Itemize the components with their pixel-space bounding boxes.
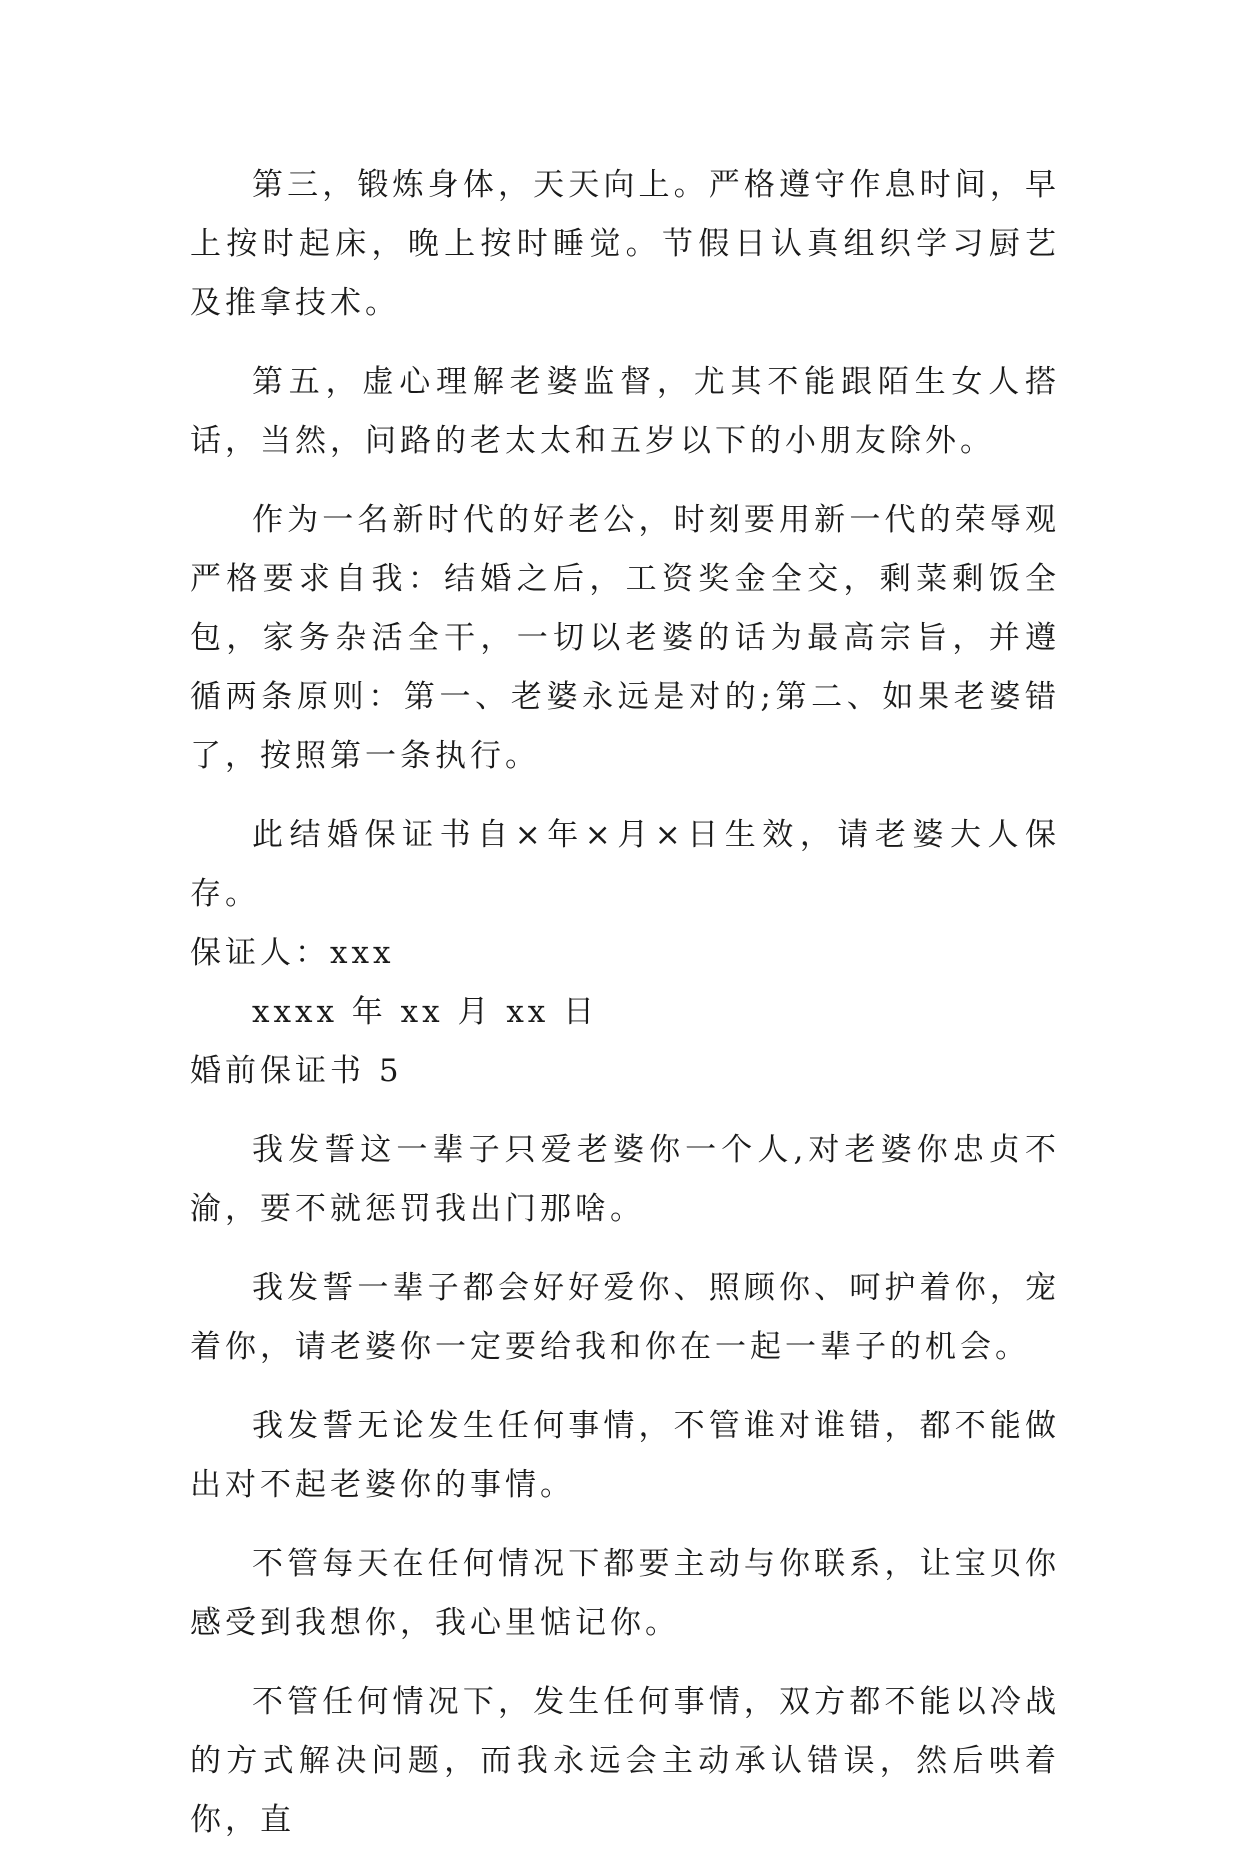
paragraph-good-husband: 作为一名新时代的好老公，时刻要用新一代的荣辱观严格要求自我：结婚之后，工资奖金全交，剩菜剩饭全包，家务杂活全干，一切以老婆的话为最高宗旨，并遵循两条原则：第一、老婆永远是对的;第二、如果老婆错了，按照第一条执行。 (190, 502, 1060, 774)
paragraph-daily-contact: 不管每天在任何情况下都要主动与你联系，让宝贝你感受到我想你，我心里惦记你。 (190, 1546, 1060, 1641)
document-body (190, 156, 1060, 1850)
paragraph-effective-date: 此结婚保证书自×年×月×日生效，请老婆大人保存。 (190, 817, 1060, 912)
paragraph-fifth-rule: 第五，虚心理解老婆监督，尤其不能跟陌生女人搭话，当然，问路的老太太和五岁以下的小朋友除外。 (190, 364, 1060, 459)
section-heading: 婚前保证书 5 (190, 1053, 403, 1089)
paragraph-no-cold-war: 不管任何情况下，发生任何事情，双方都不能以冷战的方式解决问题，而我永远会主动承认错误，然后哄着你，直 (190, 1684, 1060, 1838)
paragraph-third-rule: 第三，锻炼身体，天天向上。严格遵守作息时间，早上按时起床，晚上按时睡觉。节假日认真组织学习厨艺及推拿技术。 (190, 167, 1060, 321)
guarantor-line: 保证人：xxx (190, 935, 395, 971)
paragraph-vow-care: 我发誓一辈子都会好好爱你、照顾你、呵护着你，宠着你，请老婆你一定要给我和你在一起一辈子的机会。 (190, 1270, 1060, 1365)
paragraph-vow-no-betrayal: 我发誓无论发生任何事情，不管谁对谁错，都不能做出对不起老婆你的事情。 (190, 1408, 1060, 1503)
date-line: xxxx 年 xx 月 xx 日 (252, 994, 599, 1030)
paragraph-vow-loyalty: 我发誓这一辈子只爱老婆你一个人,对老婆你忠贞不渝，要不就惩罚我出门那啥。 (190, 1132, 1060, 1227)
